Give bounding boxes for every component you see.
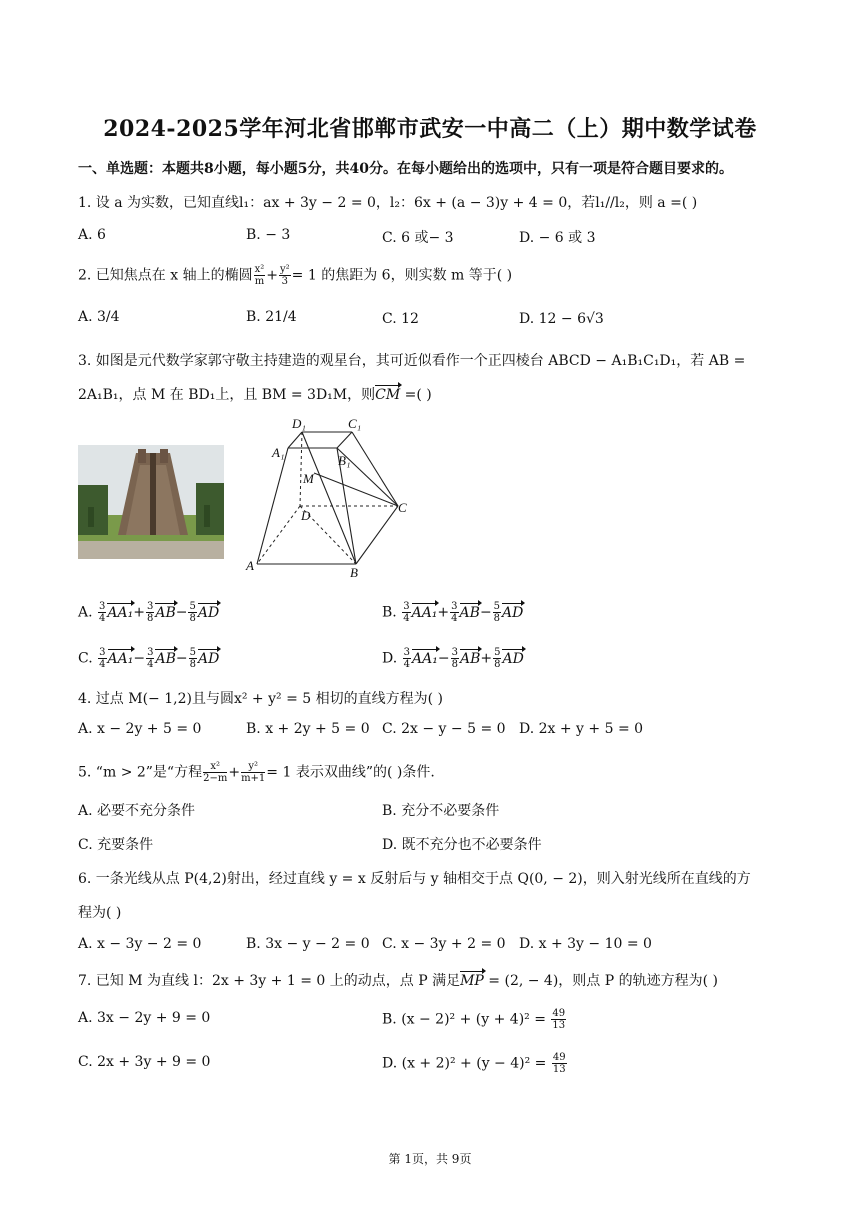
question-5-stem: 5. “m > 2”是“方程 $\frac{\text{x²}}{2-m}$ + $\frac{\text{y²}}{m+1}$ = 1 表示双曲线”的( )条件. (78, 761, 435, 784)
question-1-stem: 1. 设 a 为实数，已知直线l₁：ax + 3y − 2 = 0，l₂：6x + (a − 3)y + 4 = 0，若l₁//l₂，则 a =( ) (78, 195, 698, 211)
q7-stem-end: = (2, − 4)，则点 P 的轨迹方程为( ) (488, 973, 718, 989)
q7-stem-text: 7. 已知 M 为直线 l：2x + 3y + 1 = 0 上的动点，点 P 满足 (78, 973, 461, 989)
q3-stem-line2-end: =( ) (404, 387, 432, 403)
page-footer: 第 1页，共 9页 (388, 1152, 472, 1166)
label-d1: D₁ (292, 416, 306, 431)
q3-option-d[interactable]: D. $\frac{3}{4}$ AA₁− $\frac{3}{8}$ AB+ $\frac{5}{8}$ AD (382, 647, 524, 670)
question-7-stem: 7. 已知 M 为直线 l：2x + 3y + 1 = 0 上的动点，点 P 满足MP = (2, − 4)，则点 P 的轨迹方程为( ) (78, 973, 718, 989)
q6-option-c[interactable]: C. x − 3y + 2 = 0 (382, 936, 506, 952)
q2-option-b[interactable]: B. 21/4 (246, 309, 297, 325)
page-title: 2024-2025学年河北省邯郸市武安一中高二（上）期中数学试卷 (103, 116, 757, 142)
label-c: C (398, 500, 407, 515)
q2-option-c[interactable]: C. 12 (382, 311, 419, 327)
q4-option-c[interactable]: C. 2x − y − 5 = 0 (382, 721, 506, 737)
q5-option-d[interactable]: D. 既不充分也不必要条件 (382, 837, 542, 853)
q7-option-d-text: D. (x + 2)² + (y − 4)² = (382, 1055, 547, 1072)
observatory-photo (78, 445, 224, 559)
label-a1: A₁ (272, 445, 285, 460)
q6-option-d[interactable]: D. x + 3y − 10 = 0 (519, 936, 652, 952)
q7-option-d[interactable]: D. (x + 2)² + (y − 4)² = $\frac{49}{13}$ (382, 1052, 566, 1075)
q5-stem-post: = 1 表示双曲线”的( )条件. (266, 764, 435, 781)
q3-option-c[interactable]: C. $\frac{3}{4}$ AA₁− $\frac{3}{4}$ AB− $\frac{5}{8}$ AD (78, 647, 220, 670)
q3-stem-line2-text: 2A₁B₁，点 M 在 BD₁上，且 BM = 3D₁M，则 (78, 387, 376, 403)
q1-option-a[interactable]: A. 6 (78, 227, 106, 243)
label-c1: C₁ (348, 416, 362, 431)
q1-option-b[interactable]: B. − 3 (246, 227, 291, 243)
q6-option-a[interactable]: A. x − 3y − 2 = 0 (78, 936, 202, 952)
q2-option-a[interactable]: A. 3/4 (78, 309, 120, 325)
q5-stem-pre: 5. “m > 2”是“方程 (78, 764, 203, 781)
q2-stem-pre: 2. 已知焦点在 x 轴上的椭圆 (78, 267, 253, 284)
label-d: D (301, 508, 311, 523)
q7-option-a[interactable]: A. 3x − 2y + 9 = 0 (78, 1010, 211, 1026)
q1-option-c[interactable]: C. 6 或− 3 (382, 230, 454, 246)
section-heading: 一、单选题：本题共8小题，每小题5分，共40分。在每小题给出的选项中，只有一项是符合题目要求的。 (78, 161, 733, 177)
frustum-diagram (244, 413, 420, 579)
q3-option-b[interactable]: B. $\frac{3}{4}$ AA₁+ $\frac{3}{4}$ AB− $\frac{5}{8}$ AD (382, 601, 524, 624)
q4-option-d[interactable]: D. 2x + y + 5 = 0 (519, 721, 644, 737)
label-b: B (350, 565, 358, 579)
question-6-stem-line1: 6. 一条光线从点 P(4,2)射出，经过直线 y = x 反射后与 y 轴相交于点 Q(0, − 2)，则入射光线所在直线的方 (78, 871, 751, 887)
question-2-stem: 2. 已知焦点在 x 轴上的椭圆 $\frac{\text{x²}}{m}$ + $\frac{\text{y²}}{3}$ = 1 的焦距为 6，则实数 m 等于( ) (78, 264, 513, 287)
q7-option-b-text: B. (x − 2)² + (y + 4)² = (382, 1011, 546, 1028)
q3-option-a[interactable]: A. $\frac{3}{4}$ AA₁+ $\frac{3}{8}$ AB− $\frac{5}{8}$ AD (78, 601, 220, 624)
label-m: M (303, 471, 314, 486)
question-6-stem-line2: 程为( ) (78, 905, 122, 921)
q2-option-d[interactable]: D. 12 − 6√3 (519, 311, 604, 327)
q1-option-d[interactable]: D. − 6 或 3 (519, 230, 596, 246)
q2-stem-post: 的焦距为 6，则实数 m 等于( ) (321, 267, 513, 284)
q5-option-a[interactable]: A. 必要不充分条件 (78, 803, 196, 819)
question-3-stem-line2: 2A₁B₁，点 M 在 BD₁上，且 BM = 3D₁M，则CM =( ) (78, 387, 432, 403)
q7-option-b[interactable]: B. (x − 2)² + (y + 4)² = $\frac{49}{13}$ (382, 1008, 566, 1031)
label-b1: B₁ (338, 453, 351, 468)
label-a: A (246, 558, 254, 573)
q4-option-a[interactable]: A. x − 2y + 5 = 0 (78, 721, 202, 737)
q5-option-c[interactable]: C. 充要条件 (78, 837, 154, 853)
question-3-stem-line1: 3. 如图是元代数学家郭守敬主持建造的观星台，其可近似看作一个正四棱台 ABCD − A₁B₁C₁D₁，若 AB = (78, 353, 746, 369)
question-4-stem: 4. 过点 M(− 1,2)且与圆x² + y² = 5 相切的直线方程为( ) (78, 691, 443, 707)
q4-option-b[interactable]: B. x + 2y + 5 = 0 (246, 721, 370, 737)
q6-option-b[interactable]: B. 3x − y − 2 = 0 (246, 936, 370, 952)
q7-option-c[interactable]: C. 2x + 3y + 9 = 0 (78, 1054, 211, 1070)
q5-option-b[interactable]: B. 充分不必要条件 (382, 803, 500, 819)
